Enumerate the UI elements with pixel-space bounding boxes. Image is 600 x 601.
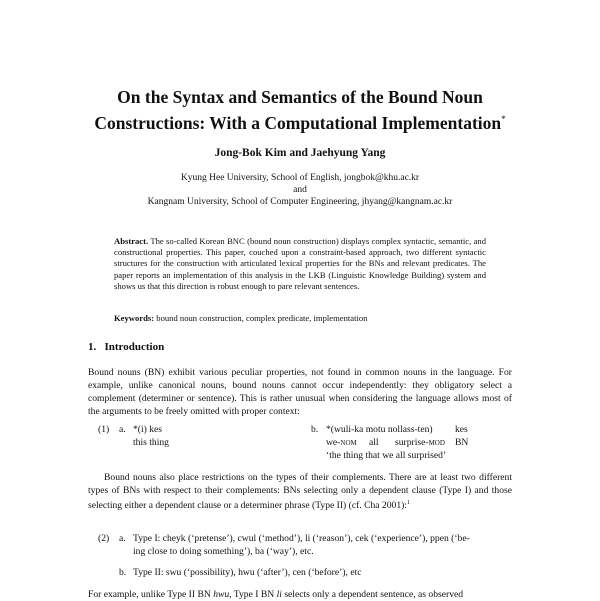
affiliations [60, 172, 540, 208]
example-2b-label: b. [119, 567, 127, 578]
example-1b-gloss-2: all [369, 437, 379, 448]
abstract-text: The so-called Korean BNC (bound noun construction) displays complex syntactic, semantic, and constructional properties. This paper, couched upon a constraint-based approach, two different syntactic structures for the construction with articulated lexical properties for the BNs and relevant predicates. The paper reports an implementation of this analysis in the LKB (Linguistic Knowledge Building) system and shows us that this direction is robust enough to pare relevant sentences. [114, 236, 486, 291]
section-title: Introduction [104, 341, 165, 353]
example-1b-gloss-3: surprise-mod [395, 437, 445, 448]
affiliation-and: and [293, 185, 307, 195]
footnote-mark-1: 1 [406, 500, 410, 506]
example-1b-gloss-4: BN [455, 437, 469, 448]
section-number: 1. [88, 341, 97, 353]
example-2a-line-1: Type I: cheyk (‘pretense’), cwul (‘method’), li (‘reason’), cek (‘experience’), ppen (‘be- [133, 533, 470, 544]
paragraph-3: For example, unlike Type II BN hwu, Type I BN li selects only a dependent sentence, as observed [88, 589, 464, 600]
example-1-number: (1) [98, 424, 110, 435]
affiliation-1: Kyung Hee University, School of English, jongbok@khu.ac.kr [180, 173, 420, 183]
title-line-1: On the Syntax and Semantics of the Bound Noun [117, 87, 483, 107]
example-1a-label: a. [119, 424, 126, 435]
affiliation-2: Kangnam University, School of Computer Engineering, jhyang@kangnam.ac.kr [147, 197, 453, 207]
example-1b-translation: ‘the thing that we all surprised’ [326, 450, 447, 461]
abstract [114, 236, 486, 292]
example-1b-gloss-1: we-nom [326, 437, 357, 448]
keywords-label: Keywords: [114, 313, 155, 323]
title-line-2: Constructions: With a Computational Implementation [94, 112, 502, 133]
paragraph-1: Bound nouns (BN) exhibit various peculiar properties, not found in common nouns in the language. For example, unlike canonical nouns, bound nouns cannot occur independently: they obligatory select a complement (determiner or sentence). This is rather unusual when considering the language allows most of the arguments to be freely omitted with proper context: [88, 367, 512, 417]
title-footnote-mark: * [501, 114, 506, 124]
keywords-text: bound noun construction, complex predicate, implementation [156, 313, 368, 323]
paper-title [60, 86, 540, 134]
example-1a-gloss: this thing [133, 437, 169, 448]
example-1b-label: b. [311, 424, 319, 435]
example-2b-text: Type II: swu (‘possibility), hwu (‘after’), cen (‘before’), etc [133, 567, 362, 578]
example-2-number: (2) [98, 533, 110, 544]
authors: Jong-Bok Kim and Jaehyung Yang [214, 147, 386, 159]
example-2a-line-2: ing close to doing something’), ba (‘way’), etc. [133, 546, 314, 557]
section-heading [88, 341, 164, 353]
paragraph-2: Bound nouns also place restrictions on the types of their complements. There are at least two different types of BNs with respect to their complements: BNs selecting only a dependent clause (Type I) and those selecting either a dependent clause or a determiner phrase (Type II) (cf. Cha 2001):$^1$ [88, 472, 512, 512]
example-1a-korean: *(i) kes [133, 424, 163, 435]
example-1b-korean: *(wuli-ka motu nollass-ten) [326, 424, 433, 435]
abstract-label: Abstract. [114, 236, 149, 246]
keywords [114, 313, 486, 324]
example-1b-korean-bn: kes [455, 424, 468, 435]
example-2a-label: a. [119, 533, 126, 544]
